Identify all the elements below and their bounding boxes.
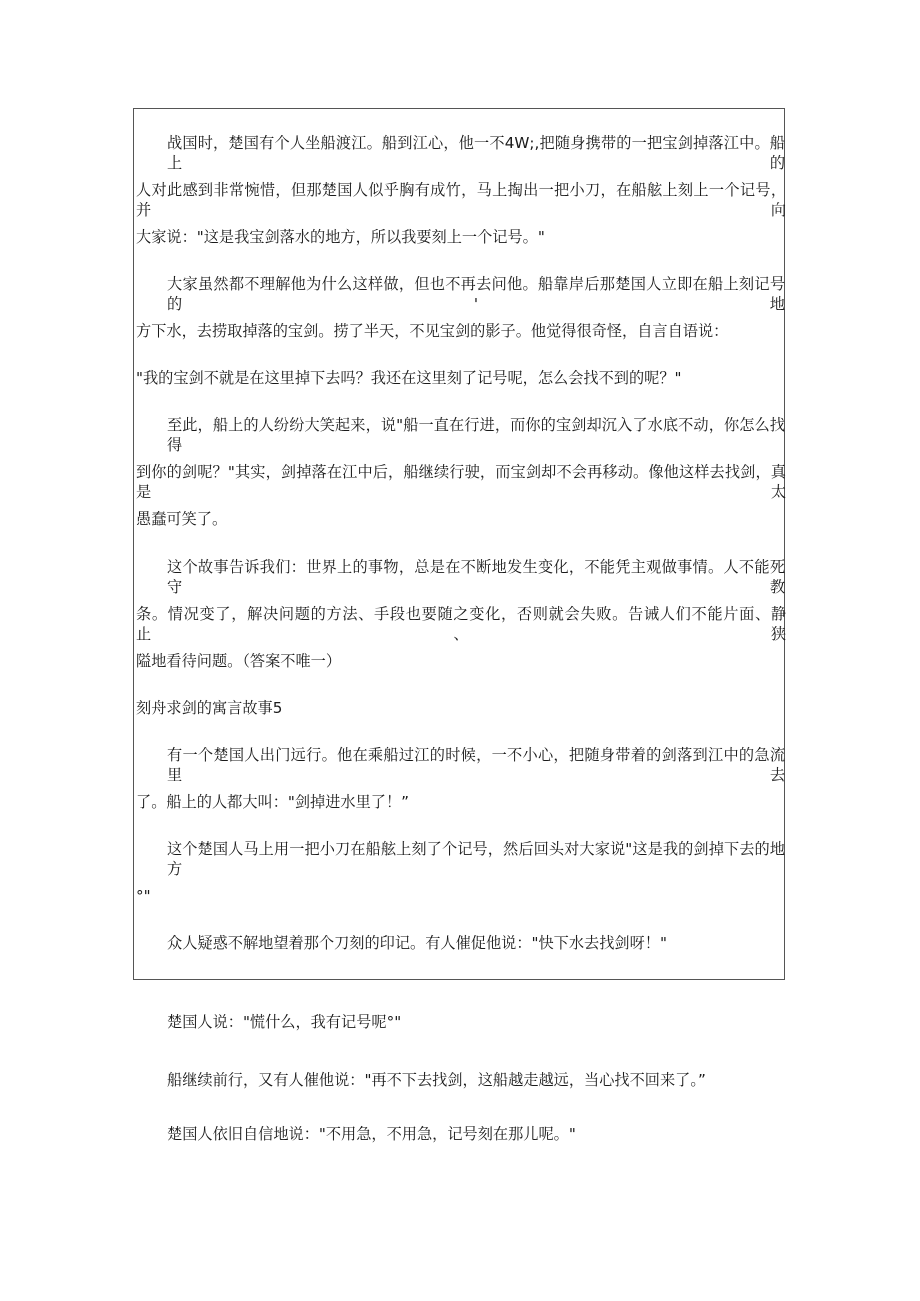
text-line: 大家虽然都不理解他为什么这样做，但也不再去问他。船靠岸后那楚国人立即在船上刻记号的'地 <box>167 275 785 313</box>
text-line: 到你的剑呢？"其实，剑掉落在江中后，船继续行驶，而宝剑却不会再移动。像他这样去找剑，真是太 <box>136 463 786 501</box>
text-line: 大家说："这是我宝剑落水的地方，所以我要刻上一个记号。" <box>136 228 545 246</box>
text-line: 了。船上的人都大叫："剑掉进水里了！” <box>136 793 410 811</box>
text-line: 这个故事告诉我们：世界上的事物，总是在不断地发生变化，不能凭主观做事情。人不能死守教 <box>167 558 785 596</box>
text-line: 至此，船上的人纷纷大笑起来，说"船一直在行进，而你的宝剑却沉入了水底不动，你怎么找得 <box>167 416 785 454</box>
text-line: 战国时，楚国有个人坐船渡江。船到江心，他一不4W;,把随身携带的一把宝剑掉落江中。船上的 <box>167 134 785 172</box>
text-line: 众人疑惑不解地望着那个刀刻的印记。有人催促他说："快下水去找剑呀！" <box>167 934 667 952</box>
text-line: 楚国人依旧自信地说："不用急，不用急，记号刻在那儿呢。" <box>167 1125 576 1143</box>
text-line: 隘地看待问题。（答案不唯一） <box>136 652 342 670</box>
text-line: 方下水，去捞取掉落的宝剑。捞了半天，不见宝剑的影子。他觉得很奇怪，自言自语说： <box>136 322 729 340</box>
text-line: 人对此感到非常惋惜，但那楚国人似乎胸有成竹，马上掏出一把小刀，在船舷上刻上一个记号，并向 <box>136 181 786 219</box>
text-line: 条。情况变了，解决问题的方法、手段也要随之变化，否则就会失败。告诫人们不能片面、静止、狭 <box>136 605 786 643</box>
text-line: 有一个楚国人出门远行。他在乘船过江的时候，一不小心，把随身带着的剑落到江中的急流里去 <box>167 746 785 784</box>
text-line: °" <box>136 887 151 905</box>
text-line: 船继续前行，又有人催他说："再不下去找剑，这船越走越远，当心找不回来了。” <box>167 1071 706 1089</box>
section-heading: 刻舟求剑的寓言故事5 <box>136 699 283 717</box>
text-line: 这个楚国人马上用一把小刀在船舷上刻了个记号，然后回头对大家说"这是我的剑掉下去的地方 <box>167 840 785 878</box>
text-line: "我的宝剑不就是在这里掉下去吗？我还在这里刻了记号呢，怎么会找不到的呢？" <box>136 369 682 387</box>
text-line: 楚国人说："慌什么，我有记号呢°" <box>167 1013 402 1031</box>
text-line: 愚蠢可笑了。 <box>136 510 228 528</box>
